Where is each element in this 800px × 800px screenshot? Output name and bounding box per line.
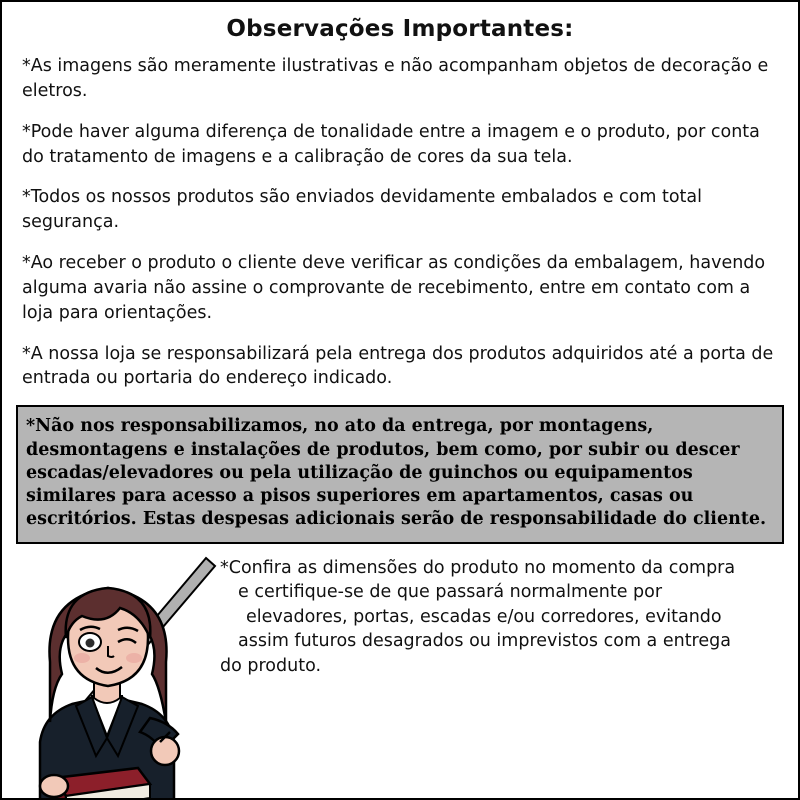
note-paragraph-4: *Ao receber o produto o cliente deve verificar as condições da embalagem, havendo alguma avaria não assine o comprovante de recebimento, entre em contato com a loja para orientações.: [22, 253, 766, 323]
bottom-note-line-4: assim futuros desagrados ou imprevistos com a entrega: [238, 631, 731, 652]
bottom-note: [220, 556, 782, 679]
note-paragraph-5: *A nossa loja se responsabilizará pela entrega dos produtos adquiridos até a porta de entrada ou portaria do endereço indicado.: [22, 343, 774, 389]
bottom-note-line-2: e certifique-se de que passará normalmente por: [238, 582, 663, 603]
note-paragraph-2: *Pode haver alguma diferença de tonalidade entre a imagem e o produto, por conta do tratamento de imagens e a calibração de cores da sua tela.: [22, 121, 760, 167]
bottom-note-line-1: *Confira as dimensões do produto no momento da compra: [220, 557, 736, 578]
bottom-note-line-5: do produto.: [220, 655, 322, 676]
bottom-note-line-3: elevadores, portas, escadas e/ou corredores, evitando: [246, 606, 722, 627]
woman-with-pointer-illustration: [10, 546, 240, 800]
page-title: Observações Importantes:: [226, 16, 574, 42]
note-paragraph-3: *Todos os nossos produtos são enviados devidamente embalados e com total segurança.: [22, 187, 702, 233]
bottom-section: [2, 556, 798, 800]
liability-highlight-box: [16, 405, 784, 543]
note-paragraph-1: *As imagens são meramente ilustrativas e não acompanham objetos de decoração e eletros.: [22, 56, 769, 101]
liability-highlight-text: *Não nos responsabilizamos, no ato da entrega, por montagens, desmontagens e instalações de produtos, bem como, por subir ou descer escadas/elevadores ou pela utilização de guinchos ou equipamentos similares para acesso a pisos superiores em apartamentos, casas ou escritórios. Estas despesas adicionais serão de responsabilidade do cliente.: [26, 416, 767, 530]
